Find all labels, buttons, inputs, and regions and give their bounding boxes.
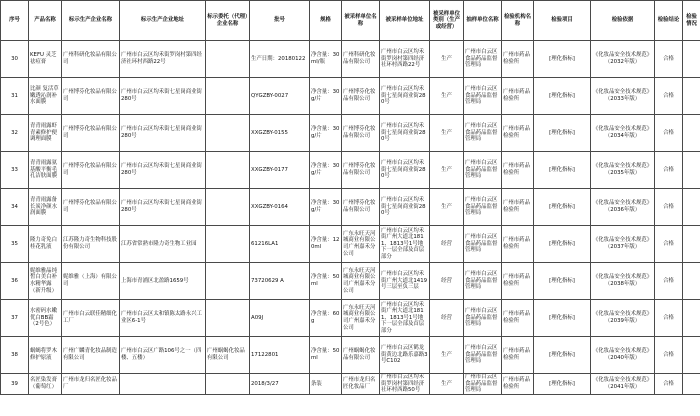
header-sampled-unit: 被采样单位名称 xyxy=(342,1,380,41)
cell-batch: A09J xyxy=(250,300,310,337)
cell-status xyxy=(683,189,700,226)
header-agent: 标示委托（代理）企业名称 xyxy=(206,1,250,41)
table-row xyxy=(1,115,700,152)
cell-agent xyxy=(206,78,250,115)
cell-result: 合格 xyxy=(655,78,683,115)
cell-status xyxy=(683,115,700,152)
cell-sampled-unit: 广州科研化妆品有限公司 xyxy=(342,41,380,78)
cell-manufacturer: 广州博芬化妆品有限公司 xyxy=(62,78,120,115)
cell-status xyxy=(683,263,700,300)
table-row xyxy=(1,263,700,300)
cell-batch: QYGZBY-0027 xyxy=(250,78,310,115)
cell-result: 合格 xyxy=(655,41,683,78)
cell-sampled-address: 广州市白云区均禾街罗岗村第四经济社环村西路22号 xyxy=(380,41,430,78)
cell-agent xyxy=(206,152,250,189)
table-row xyxy=(1,189,700,226)
cell-sampled-address: 广州市白云区均禾街广州大道北1811、1813号1号地下一层全部及首层部分 xyxy=(380,226,430,263)
cell-category: 生产 xyxy=(430,115,464,152)
cell-manufacturer: 广州广麟青化妆品制造有限公司 xyxy=(62,337,120,374)
cell-manufacturer: 广州博芬化妆品有限公司 xyxy=(62,152,120,189)
cell-product-name: 蜗蝎将罗木修护原液 xyxy=(29,337,62,374)
cell-sampled-unit: 广州博芬化妆品有限公司 xyxy=(342,189,380,226)
cell-spec: 净含量：30ml/瓶 xyxy=(310,41,342,78)
cell-basis: 《化妆品安全技术规范》（2034年版） xyxy=(591,115,655,152)
cell-spec: 净含量：30g/片 xyxy=(310,78,342,115)
cell-agent: 广州蜗蝎化妆品有限公司 xyxy=(206,337,250,374)
cell-test-item: [理化指标] xyxy=(534,152,591,189)
cell-batch: XXGZBY-0177 xyxy=(250,152,310,189)
cell-agent xyxy=(206,41,250,78)
table-row xyxy=(1,337,700,374)
cell-sampled-unit: 广州博芬化妆品有限公司 xyxy=(342,115,380,152)
cell-sampler: 广州市白云区食品药品监督管理局 xyxy=(464,152,502,189)
header-row xyxy=(1,1,700,41)
cell-manufacturer-address: 上海市青浦区北盈路1659号 xyxy=(120,263,206,300)
cell-spec: 净含量：30g/片 xyxy=(310,115,342,152)
header-batch: 批号 xyxy=(250,1,310,41)
cell-result: 合格 xyxy=(655,263,683,300)
cell-basis: 《化妆品安全技术规范》（2039年版） xyxy=(591,300,655,337)
cell-test-item: [理化指标] xyxy=(534,337,591,374)
cell-lab: 广州市药品检验所 xyxy=(502,263,534,300)
cell-no: 37 xyxy=(1,300,29,337)
cell-sampler: 广州市白云区食品药品监督管理局 xyxy=(464,78,502,115)
cell-basis: 《化妆品安全技术规范》（2041年版） xyxy=(591,374,655,395)
cell-sampled-address: 广州市白云区均禾街七星岗商业街280号 xyxy=(380,115,430,152)
cell-manufacturer-address: 广州市白云区均禾街七星岗商业街280号 xyxy=(120,115,206,152)
cell-category: 生产 xyxy=(430,337,464,374)
table-row xyxy=(1,300,700,337)
cell-sampled-address: 广州市白云区均禾街广州大道北1419号三层至负三层 xyxy=(380,263,430,300)
header-no: 序号 xyxy=(1,1,29,41)
cell-manufacturer-address xyxy=(120,374,206,395)
cell-sampled-unit: 广东永旺天河城商业有限公司广州嘉禾分公司 xyxy=(342,226,380,263)
table-row xyxy=(1,41,700,78)
cell-sampled-address: 广州市白云区均禾街七星岗商业街280号 xyxy=(380,78,430,115)
cell-sampled-unit: 广东永旺天河城商业有限公司广州嘉禾分公司 xyxy=(342,300,380,337)
cell-batch: 17122801 xyxy=(250,337,310,374)
cell-spec: 净含量：60g xyxy=(310,300,342,337)
cell-batch: 61216LA1 xyxy=(250,226,310,263)
cell-test-item: [理化指标] xyxy=(534,41,591,78)
cell-result: 合格 xyxy=(655,337,683,374)
header-test-item: 检验项目 xyxy=(534,1,591,41)
cell-status xyxy=(683,337,700,374)
cell-batch: XXGZBY-0164 xyxy=(250,189,310,226)
cell-lab: 广州市药品检验所 xyxy=(502,78,534,115)
cell-sampler: 广州市白云区食品药品监督管理局 xyxy=(464,41,502,78)
cell-category: 经营 xyxy=(430,300,464,337)
cell-manufacturer-address: 广州市白云区均禾街七星岗商业街280号 xyxy=(120,189,206,226)
cell-batch: 2018/3/27 xyxy=(250,374,310,395)
cell-batch: XXGZBY-0155 xyxy=(250,115,310,152)
cell-product-name: KEFU 灵芝祛痘膏 xyxy=(29,41,62,78)
cell-product-name: 青青雨露备长炭净颜水润面膜 xyxy=(29,189,62,226)
cell-lab: 广州市药品检验所 xyxy=(502,300,534,337)
cell-no: 32 xyxy=(1,115,29,152)
cell-batch: 73720629 A xyxy=(250,263,310,300)
cell-status xyxy=(683,374,700,395)
cell-batch: 生产日期：20180122 xyxy=(250,41,310,78)
cell-no: 31 xyxy=(1,78,29,115)
cell-manufacturer-address: 广州市白云区均禾街罗岗村第四经济社环村西路22号 xyxy=(120,41,206,78)
cell-product-name: 青青雨露虾青素修护便调理面膜 xyxy=(29,115,62,152)
cell-no: 30 xyxy=(1,41,29,78)
cell-sampled-unit: 广州博芬化妆品有限公司 xyxy=(342,152,380,189)
cell-spec: 净含量：120ml xyxy=(310,226,342,263)
cell-agent xyxy=(206,263,250,300)
cell-sampler: 广州市白云区食品药品监督管理局 xyxy=(464,300,502,337)
cell-no: 36 xyxy=(1,263,29,300)
cell-agent xyxy=(206,226,250,263)
cell-product-name: 水密码水嫩优白BB霜（2号色） xyxy=(29,300,62,337)
cell-lab: 广州市药品检验所 xyxy=(502,189,534,226)
cell-sampled-unit: 广东永旺天河城商业有限公司广州嘉禾分公司 xyxy=(342,263,380,300)
cell-lab: 广州市药品检验所 xyxy=(502,374,534,395)
table-row xyxy=(1,152,700,189)
table-row xyxy=(1,78,700,115)
cell-product-name: 妮维雅晶纯皙白美白补水精华露（新升级） xyxy=(29,263,62,300)
cell-manufacturer: 广州市白云联佳精细化工厂 xyxy=(62,300,120,337)
cell-test-item: [理化指标] xyxy=(534,263,591,300)
cell-result: 合格 xyxy=(655,300,683,337)
cell-status xyxy=(683,300,700,337)
cell-agent xyxy=(206,189,250,226)
cell-manufacturer: 广州博芬化妆品有限公司 xyxy=(62,115,120,152)
cell-spec: 净含量：30g/片 xyxy=(310,189,342,226)
cell-result: 合格 xyxy=(655,374,683,395)
cell-manufacturer-address: 广州市白云区均禾街七星岗商业街280号 xyxy=(120,78,206,115)
header-category: 被采样单位类别（生产或经营） xyxy=(430,1,464,41)
cell-manufacturer: 江苏隆力奇生物科技股份有限公司 xyxy=(62,226,120,263)
cell-no: 39 xyxy=(1,374,29,395)
header-manufacturer: 标示生产企业名称 xyxy=(62,1,120,41)
cell-sampled-unit: 广州博芬化妆品有限公司 xyxy=(342,78,380,115)
cell-sampled-unit: 广州市龙归名匠化妆品厂 xyxy=(342,374,380,395)
cell-sampler: 广州市白云区食品药品监督管理局 xyxy=(464,189,502,226)
cell-sampler: 广州市白云区食品药品监督管理局 xyxy=(464,374,502,395)
cell-manufacturer: 广州科研化妆品有限公司 xyxy=(62,41,120,78)
cell-sampler: 广州市白云区食品药品监督管理局 xyxy=(464,263,502,300)
cell-category: 生产 xyxy=(430,189,464,226)
cell-manufacturer-address: 江苏省常熟市隆力奇生物工业园 xyxy=(120,226,206,263)
cell-status xyxy=(683,152,700,189)
cell-spec: 净含量：50ml xyxy=(310,263,342,300)
cell-result: 合格 xyxy=(655,189,683,226)
cell-category: 经营 xyxy=(430,263,464,300)
header-basis: 检验依据 xyxy=(591,1,655,41)
cell-no: 33 xyxy=(1,152,29,189)
cell-status xyxy=(683,41,700,78)
cell-no: 34 xyxy=(1,189,29,226)
cell-sampled-address: 广州市白云区均禾街广州大道北1811、1813号1号地下一层全部及首层部分 xyxy=(380,300,430,337)
cell-result: 合格 xyxy=(655,226,683,263)
header-result: 检验结论 xyxy=(655,1,683,41)
cell-basis: 《化妆品安全技术规范》（2040年版） xyxy=(591,337,655,374)
cell-sampler: 广州市白云区食品药品监督管理局 xyxy=(464,337,502,374)
cell-agent xyxy=(206,374,250,395)
cell-manufacturer-address: 广州市白云区太和镇陈太路永兴工业区6-1号 xyxy=(120,300,206,337)
header-status: 检验情况 xyxy=(683,1,700,41)
cell-test-item: [理化指标] xyxy=(534,189,591,226)
cell-manufacturer: 妮维雅（上海）有限公司 xyxy=(62,263,120,300)
cell-sampled-address: 广州市白云区鹤龙街黄边北路乐嘉路3号C102 xyxy=(380,337,430,374)
cell-lab: 广州市药品检验所 xyxy=(502,115,534,152)
cell-basis: 《化妆品安全技术规范》（2033年版） xyxy=(591,78,655,115)
table-row xyxy=(1,226,700,263)
cell-agent xyxy=(206,300,250,337)
cell-lab: 广州市药品检验所 xyxy=(502,41,534,78)
cell-test-item: [理化指标] xyxy=(534,78,591,115)
cell-sampler: 广州市白云区食品药品监督管理局 xyxy=(464,226,502,263)
cell-result: 合格 xyxy=(655,152,683,189)
cell-basis: 《化妆品安全技术规范》（2035年版） xyxy=(591,152,655,189)
cell-product-name: 青青雨露氨基酸平衡毛孔洁肤面膜 xyxy=(29,152,62,189)
table-row xyxy=(1,374,700,395)
cell-test-item: [理化指标] xyxy=(534,374,591,395)
cell-test-item: [理化指标] xyxy=(534,226,591,263)
cell-manufacturer: 广州博芬化妆品有限公司 xyxy=(62,189,120,226)
cell-test-item: [理化指标] xyxy=(534,115,591,152)
cell-basis: 《化妆品安全技术规范》（2038年版） xyxy=(591,263,655,300)
cell-lab: 广州市药品检验所 xyxy=(502,152,534,189)
cell-spec: 条装 xyxy=(310,374,342,395)
cell-no: 38 xyxy=(1,337,29,374)
cell-spec: 净含量：50ml xyxy=(310,337,342,374)
cell-basis: 《化妆品安全技术规范》（2032年版） xyxy=(591,41,655,78)
cell-lab: 广州市药品检验所 xyxy=(502,226,534,263)
cell-sampled-unit: 广州蜗蝎化妆品有限公司 xyxy=(342,337,380,374)
cell-test-item: [理化指标] xyxy=(534,300,591,337)
cell-product-name: 比颜 复活草嫩透沁润补水面膜 xyxy=(29,78,62,115)
cell-product-name: 名匠染发膏（葡萄红） xyxy=(29,374,62,395)
cell-product-name: 隆力奇免白桂花乳液 xyxy=(29,226,62,263)
cell-sampled-address: 广州市白云区均禾街七星岗商业街280号 xyxy=(380,189,430,226)
cell-result: 合格 xyxy=(655,115,683,152)
cell-agent xyxy=(206,115,250,152)
cell-category: 生产 xyxy=(430,41,464,78)
cell-basis: 《化妆品安全技术规范》（2037年版） xyxy=(591,226,655,263)
cell-no: 35 xyxy=(1,226,29,263)
cell-status xyxy=(683,78,700,115)
cell-category: 生产 xyxy=(430,374,464,395)
header-sampler: 抽样单位名称 xyxy=(464,1,502,41)
cell-spec: 净含量：30g/片 xyxy=(310,152,342,189)
cell-manufacturer-address: 广州市白云区广路106号之一（四楼、五楼） xyxy=(120,337,206,374)
cell-sampler: 广州市白云区食品药品监督管理局 xyxy=(464,115,502,152)
cell-manufacturer: 广州市龙归名匠化妆品厂 xyxy=(62,374,120,395)
header-spec: 规格 xyxy=(310,1,342,41)
cell-category: 生产 xyxy=(430,152,464,189)
cell-status xyxy=(683,226,700,263)
cell-category: 生产 xyxy=(430,78,464,115)
cell-category: 经营 xyxy=(430,226,464,263)
header-product-name: 产品名称 xyxy=(29,1,62,41)
header-sampled-address: 被采样单位地址 xyxy=(380,1,430,41)
cell-basis: 《化妆品安全技术规范》（2036年版） xyxy=(591,189,655,226)
header-lab: 检验机构名称 xyxy=(502,1,534,41)
cell-lab: 广州市药品检验所 xyxy=(502,337,534,374)
header-manufacturer-address: 标示生产企业地址 xyxy=(120,1,206,41)
cell-sampled-address: 广州市白云区均禾街罗岗村第四经济社环村西路50号 xyxy=(380,374,430,395)
cell-manufacturer-address: 广州市白云区均禾街七星岗商业街280号 xyxy=(120,152,206,189)
cell-sampled-address: 广州市白云区均禾街七星岗商业街280号 xyxy=(380,152,430,189)
